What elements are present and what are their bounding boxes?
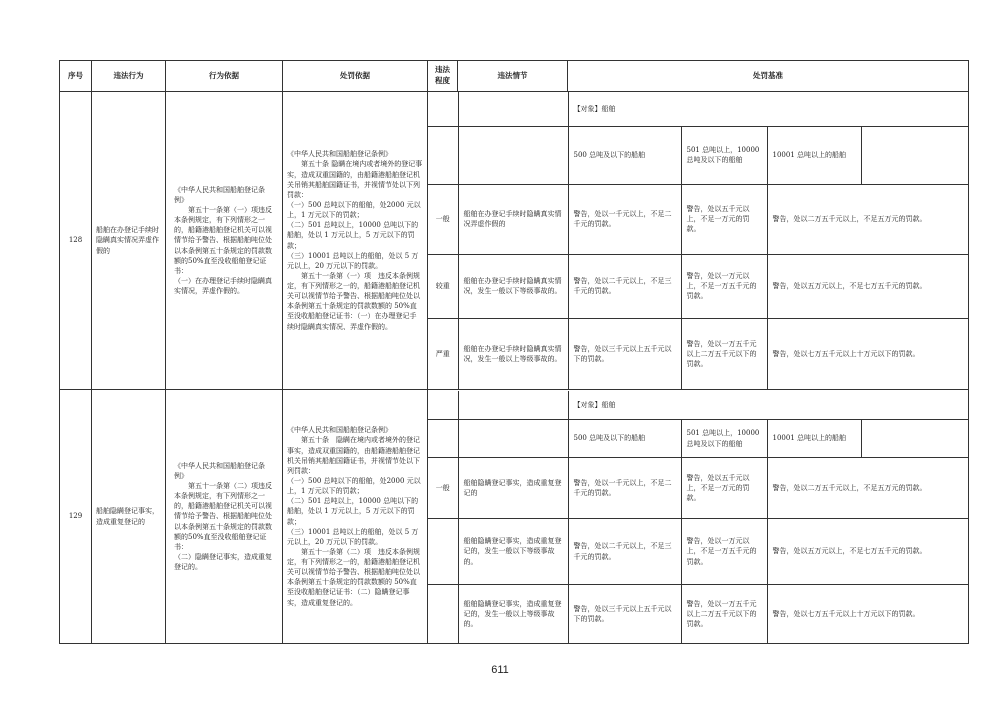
tier-medium: 501 总吨以上，10000 总吨及以下的船舶 (681, 420, 767, 458)
penalty-detail (428, 92, 969, 390)
table-row-128 (60, 92, 969, 390)
penalty-medium: 警告，处以五千元以上，不足一万元的罚款。 (681, 184, 767, 254)
penalty-medium: 警告，处以一万五千元以上二万五千元以下的罚款。 (681, 318, 767, 389)
penalty-medium: 警告，处以一万元以上，不足一万五千元的罚款。 (681, 254, 767, 318)
tier-row (428, 126, 969, 184)
page-number: 611 (491, 664, 509, 676)
penalty-small: 警告，处以二千元以上，不足三千元的罚款。 (568, 519, 681, 585)
degree (428, 519, 458, 585)
penalty-medium: 警告，处以五千元以上，不足一万元的罚款。 (681, 458, 767, 519)
tier-small: 500 总吨及以下的船舶 (568, 420, 681, 458)
penalty-medium: 警告，处以一万五千元以上二万五千元以下的罚款。 (681, 585, 767, 643)
penalty-table (59, 60, 969, 644)
tier-small: 500 总吨及以下的船舶 (568, 126, 681, 184)
degree: 一般 (428, 184, 458, 254)
plot: 船舶在办登记手续时隐瞒真实情况弄虚作假的 (458, 184, 568, 254)
degree: 一般 (428, 458, 458, 519)
object-row (428, 391, 969, 420)
object-row (428, 92, 969, 126)
header-row (60, 61, 969, 92)
penalty-basis: 《中华人民共和国船舶登记条例》 第五十条 隐瞒在境内或者境外的登记事实，造成双重国籍的，由船籍港船舶登记机关吊销其船舶国籍证书，并视情节处以下列罚款： （一）500 总吨以下的船舶，处2000 元以上，1 万元以下的罚款； （二）501 总吨以上，10000 总吨以下的船舶，处以 1 万元以上，5 万元以下的罚款； （三）10001 总吨以上的船舶，处以 5 万元以上，20 万元以下的罚款。 第五十一条第（二）项 违反本条例规定，有下列情形之一的，船籍港船舶登记机关可以视情节给予警告、根据船舶吨位处以本条例第五十条规定的罚款数额的 50%直至没收船舶登记证书：（二）隐瞒登记事实，造成重复登记的。 (283, 390, 428, 644)
header-basis: 行为依据 (166, 61, 283, 92)
degree (428, 585, 458, 643)
penalty-detail (428, 390, 969, 644)
violation-act: 船舶隐瞒登记事实，造成重复登记的 (92, 390, 166, 644)
penalty-large: 警告，处以七万五千元以上十万元以下的罚款。 (767, 318, 969, 389)
level-row (428, 519, 969, 585)
penalty-large: 警告，处以五万元以上，不足七万五千元的罚款。 (767, 519, 969, 585)
penalty-detail-table (428, 391, 969, 643)
header-penalty-basis: 处罚依据 (283, 61, 428, 92)
plot: 船舶在办登记手续时隐瞒真实情况，发生一般以上等级事故的。 (458, 318, 568, 389)
plot: 船舶在办登记手续时隐瞒真实情况，发生一般以下等级事故的。 (458, 254, 568, 318)
tier-large: 10001 总吨以上的船舶 (767, 126, 861, 184)
penalty-medium: 警告，处以一万元以上，不足一万五千元的罚款。 (681, 519, 767, 585)
header-plot: 违法情节 (458, 61, 568, 92)
tier-row (428, 420, 969, 458)
header-standard: 处罚基准 (568, 61, 969, 92)
plot: 船舶隐瞒登记事实，造成重复登记的 (458, 458, 568, 519)
penalty-large: 警告，处以七万五千元以上十万元以下的罚款。 (767, 585, 969, 643)
degree: 严重 (428, 318, 458, 389)
penalty-small: 警告，处以三千元以上五千元以下的罚款。 (568, 318, 681, 389)
act-basis: 《中华人民共和国船舶登记条例》 第五十一条第（一）项违反本条例规定，有下列情形之一的，船籍港船舶登记机关可以视情节给予警告、根据船舶吨位处以本条例第五十条规定的罚款数额的50%直至没收船舶登记证书： （一）在办理登记手续时隐瞒真实情况，弄虚作假的。 (166, 92, 283, 390)
plot: 船舶隐瞒登记事实，造成重复登记的，发生一般以上等级事故的。 (458, 585, 568, 643)
table-row-129 (60, 390, 969, 644)
tier-medium: 501 总吨以上，10000 总吨及以下的船舶 (681, 126, 767, 184)
header-act: 违法行为 (92, 61, 166, 92)
header-degree: 违法 程度 (428, 61, 458, 92)
level-row (428, 184, 969, 254)
level-row (428, 585, 969, 643)
penalty-basis: 《中华人民共和国船舶登记条例》 第五十条 隐瞒在境内或者境外的登记事实，造成双重国籍的，由船籍港船舶登记机关吊销其船舶国籍证书，并视情节处以下列罚款： （一）500 总吨以下的船舶，处2000 元以上，1 万元以下的罚款； （二）501 总吨以上，10000 总吨以下的船舶，处以 1 万元以上，5 万元以下的罚款； （三）10001 总吨以上的船舶，处以 5 万元以上，20 万元以下的罚款。 第五十一条第（一）项 违反本条例规定，有下列情形之一的，船籍港船舶登记机关可以视情节给予警告、根据船舶吨位处以本条例第五十条规定的罚款数额的 50%直至没收船舶登记证书：（一）在办理登记手续时隐瞒真实情况、弄虚作假的。 (283, 92, 428, 390)
row-number: 129 (60, 390, 92, 644)
penalty-large: 警告，处以二万五千元以上，不足五万元的罚款。 (767, 458, 969, 519)
level-row (428, 318, 969, 389)
violation-act: 船舶在办登记手续时隐瞒真实情况弄虚作假的 (92, 92, 166, 390)
penalty-small: 警告，处以一千元以上，不足二千元的罚款。 (568, 184, 681, 254)
penalty-detail-table (428, 92, 969, 389)
penalty-large: 警告，处以二万五千元以上，不足五万元的罚款。 (767, 184, 969, 254)
penalty-small: 警告，处以一千元以上，不足二千元的罚款。 (568, 458, 681, 519)
level-row (428, 254, 969, 318)
degree: 较重 (428, 254, 458, 318)
penalty-small: 警告，处以二千元以上，不足三千元的罚款。 (568, 254, 681, 318)
header-no: 序号 (60, 61, 92, 92)
object-label: 【对象】船舶 (568, 391, 969, 420)
penalty-small: 警告，处以三千元以上五千元以下的罚款。 (568, 585, 681, 643)
row-number: 128 (60, 92, 92, 390)
act-basis: 《中华人民共和国船舶登记条例》 第五十一条第（二）项违反本条例规定，有下列情形之一的，船籍港船舶登记机关可以视情节给予警告、根据船舶吨位处以本条例第五十条规定的罚款数额的50%直至没收船舶登记证书： （二）隐瞒登记事实，造成重复登记的。 (166, 390, 283, 644)
penalty-large: 警告，处以五万元以上，不足七万五千元的罚款。 (767, 254, 969, 318)
level-row (428, 458, 969, 519)
object-label: 【对象】船舶 (568, 92, 969, 126)
tier-large: 10001 总吨以上的船舶 (767, 420, 861, 458)
plot: 船舶隐瞒登记事实，造成重复登记的，发生一般以下等级事故的。 (458, 519, 568, 585)
